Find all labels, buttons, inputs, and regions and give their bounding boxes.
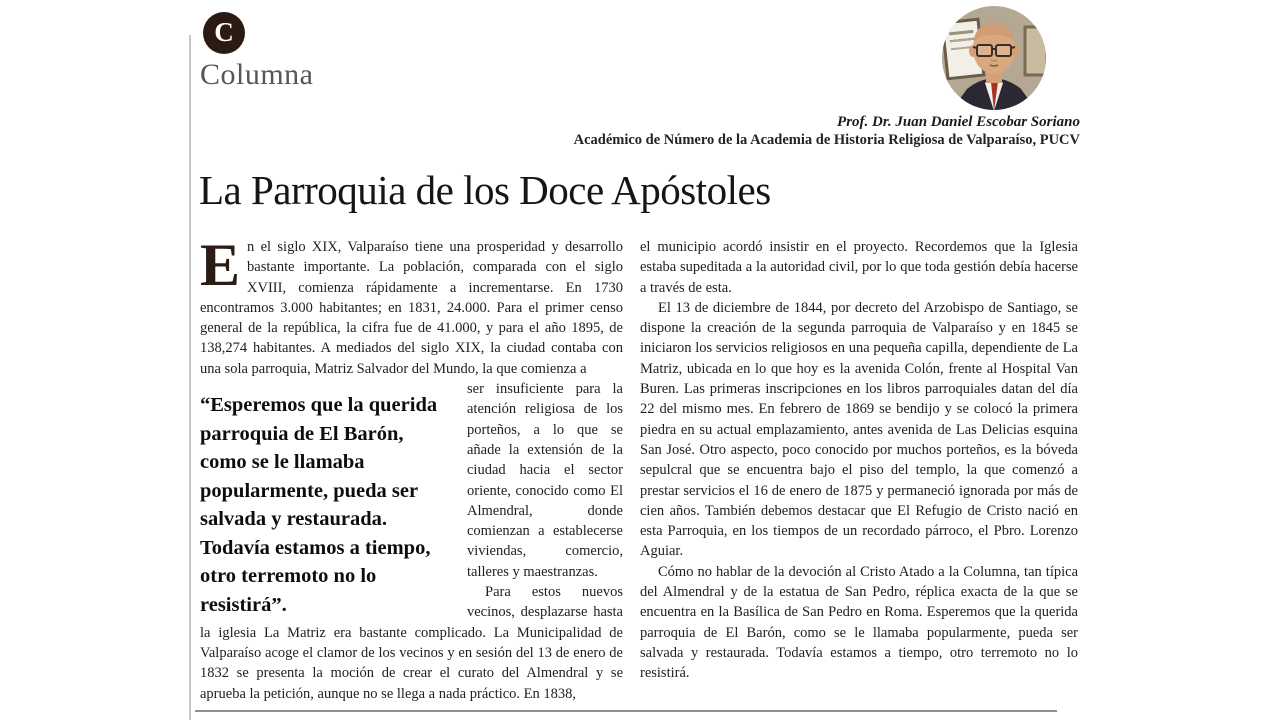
byline <box>574 113 1080 149</box>
paragraph: el municipio acordó insistir en el proyecto. Recordemos que la Iglesia estaba supeditada a la autoridad civil, por lo que toda gestión debía hacerse a través de esta. <box>640 239 1078 296</box>
paragraph: Cómo no hablar de la devoción al Cristo Atado a la Columna, tan típica del Almendral y de la estatua de San Pedro, réplica exacta de la que se encuentra en la Basílica de San Pedro en Roma. Esperemos que la querida parroquia de El Barón, como se le llamaba popularmente, pueda ser salvada y restaurada. Todavía estamos a tiempo, otro terremoto no lo resistirá. <box>640 563 1078 682</box>
pull-quote: “Esperemos que la querida parroquia de El Barón, como se le llamaba popularmente, pueda ser salvada y restaurada. Todavía estamos a tiempo, otro terremoto no lo resistirá”. <box>200 394 438 616</box>
paragraph-opening <box>200 237 623 379</box>
logo-letter: C <box>214 16 234 47</box>
paragraph: El 13 de diciembre de 1844, por decreto del Arzobispo de Santiago, se dispone la creación de la segunda parroquia de Valparaíso y en 1845 se iniciaron los servicios religiosos en una pequeña capilla, dependiente de La Matriz, ubicada en lo que hoy es la avenida Colón, frente al Hospital Van Buren. Las primeras inscripciones en los libros parroquiales datan del día 22 del mismo mes. En febrero de 1869 se bendijo y se colocó la primera piedra en su actual emplazamiento, antes avenida de Las Delicias esquina San José. Otro aspecto, poco conocido por muchos porteños, es la bóveda sepulcral que se encuentra bajo el piso del templo, la que comenzó a prestar servicios el 16 de enero de 1875 y permaneció ignorada por más de cien años. También debemos destacar que El Refugio de Cristo nació en esta Parroquia, en los tiempos de un recordado párroco, el Pbro. Lorenzo Aguiar. <box>640 299 1078 560</box>
byline-author: Prof. Dr. Juan Daniel Escobar Soriano <box>837 114 1080 130</box>
drop-cap: E <box>200 237 241 298</box>
section-label: Columna <box>200 58 314 91</box>
paragraph-opening-text: n el siglo XIX, Valparaíso tiene una prosperidad y desarrollo bastante importante. La población, comparada con el siglo XVIII, comienza rápidamente a incrementarse. En 1730 encontramos 3.000 habitantes; en 1831, 24.000. Para el primer censo general de la república, la cifra fue de 41.000, y para el año 1895, de 138,274 habitantes. A mediados del siglo XIX, la ciudad contaba con una sola parroquia, Matriz Salvador del Mundo, la que comienza a <box>200 239 623 377</box>
bottom-divider <box>195 710 1057 712</box>
article-headline: La Parroquia de los Doce Apóstoles <box>199 167 771 213</box>
left-divider <box>189 35 191 720</box>
paragraph: ser insuficiente para la atención religiosa de los porteños, a lo que se añade la extensión de la ciudad hacia el sector oriente, conocido como El Almendral, donde comienzan a establecerse viviendas, comercio, talleres y maestranzas. <box>467 381 623 580</box>
article-body <box>200 237 1078 707</box>
framed-picture <box>1025 27 1047 75</box>
author-photo <box>941 5 1047 111</box>
column-logo <box>203 12 245 54</box>
paragraph: Para estos nuevos vecinos, desplazarse hasta la iglesia La Matriz era bastante complicado. La Municipalidad de Valparaíso acoge el clamor de los vecinos y en sesión del 13 de enero de 1832 se presenta la moción de crear el curato del Almendral y se aprueba la petición, aunque no se llega a nada práctico. En 1838, <box>200 584 623 702</box>
article-column-1 <box>200 237 623 707</box>
article-column-2 <box>640 237 1078 707</box>
byline-affiliation: Académico de Número de la Academia de Historia Religiosa de Valparaíso, PUCV <box>573 132 1080 148</box>
